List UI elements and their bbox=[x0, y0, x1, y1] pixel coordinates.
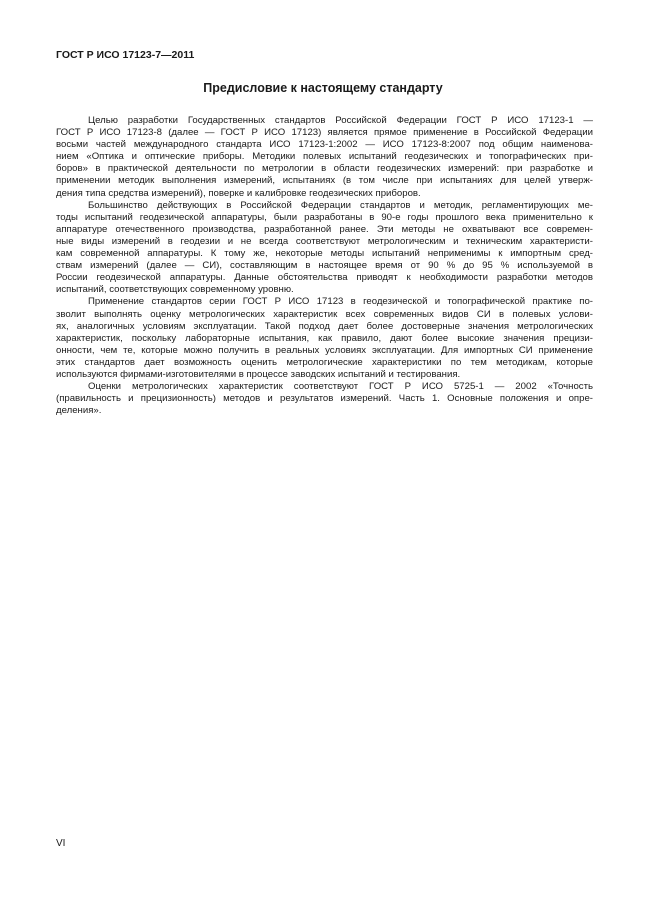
paragraph-line: тоды испытаний геодезической аппаратуры, были разработаны в 90-е годы прошлого века применительно к bbox=[56, 211, 593, 223]
paragraph-line: Целью разработки Государственных стандартов Российской Федерации ГОСТ Р ИСО 17123-1 — bbox=[88, 115, 593, 126]
paragraph-line: испытаний, соответствующих современному уровню. bbox=[56, 284, 294, 296]
paragraph-line: восьми частей международного стандарта ИСО 17123-1:2002 — ИСО 17123-8:2007 под общим наименова- bbox=[56, 139, 593, 151]
paragraph-line: применении методик выполнения измерений, испытаниях (в том числе при испытаниях для целей утверж- bbox=[56, 175, 593, 187]
paragraph-line: Оценки метрологических характеристик соответствуют ГОСТ Р ИСО 5725-1 — 2002 «Точность bbox=[88, 381, 593, 393]
preface-title: Предисловие к настоящему стандарту bbox=[203, 81, 443, 95]
paragraph-line: кам современной аппаратуры. К тому же, некоторые методы испытаний неприменимы к импортным сред- bbox=[56, 248, 593, 260]
paragraph-line: России геодезической аппаратуры. Данные обстоятельства приводят к необходимости разработки методов bbox=[56, 272, 593, 284]
paragraph-line: онности, чем те, которые можно получить в реальных условиях эксплуатации. Для импортных СИ применение bbox=[56, 344, 593, 356]
paragraph bbox=[56, 381, 593, 417]
paragraph bbox=[56, 296, 593, 381]
page-number: VI bbox=[56, 838, 66, 849]
paragraph-line: деления». bbox=[56, 405, 102, 417]
paragraph-line: этих стандартов дает возможность оценить метрологические характеристики по тем методикам, которые bbox=[56, 356, 593, 368]
paragraph-line: ствам измерений (далее — СИ), составляющим в настоящее время от 90 % до 95 % используемой в bbox=[56, 260, 593, 272]
paragraph-line: дения типа средства измерений), поверке и калибровке геодезических приборов. bbox=[56, 187, 421, 199]
paragraph-line: используются фирмами-изготовителями в процессе заводских испытаний и тестирования. bbox=[56, 368, 461, 380]
paragraph-line: (правильность и прецизионность) методов и результатов измерений. Часть 1. Основные положения и опре- bbox=[56, 393, 593, 405]
paragraph-line: Большинство действующих в Российской Федерации стандартов и методик, регламентирующих ме- bbox=[88, 199, 593, 211]
document-code-header: ГОСТ Р ИСО 17123-7—2011 bbox=[56, 49, 195, 61]
paragraph-line: ГОСТ Р ИСО 17123-8 (далее — ГОСТ Р ИСО 17123) является прямое применение в Российской Федерации bbox=[56, 127, 593, 139]
paragraph-line: ях, аналогичных условиям эксплуатации. Такой подход дает более достоверные значения метрологических bbox=[56, 320, 593, 332]
paragraph-line: характеристик, поскольку лабораторные испытания, как правило, дают более высокие значения прецизи- bbox=[56, 332, 593, 344]
paragraph-line: ные виды измерений в геодезии и не всегда соответствуют метрологическим и техническим характеристи- bbox=[56, 235, 593, 247]
paragraph-line: аппаратуре отечественного производства, разработанной ранее. Эти методы не охватывают все современ- bbox=[56, 223, 593, 235]
paragraph bbox=[56, 200, 593, 297]
paragraph-line: зволит выполнять оценку метрологических характеристик всех современных видов СИ в полевых услови- bbox=[56, 308, 593, 320]
paragraph bbox=[56, 115, 593, 200]
preface-body bbox=[56, 115, 593, 417]
paragraph-line: боров» в практической деятельности по метрологии в области геодезических измерений: при разработке и bbox=[56, 163, 593, 175]
paragraph-line: Применение стандартов серии ГОСТ Р ИСО 17123 в геодезической и топографической практике по- bbox=[88, 296, 593, 308]
paragraph-line: нием «Оптика и оптические приборы. Методики полевых испытаний геодезических и топографических при- bbox=[56, 151, 593, 163]
